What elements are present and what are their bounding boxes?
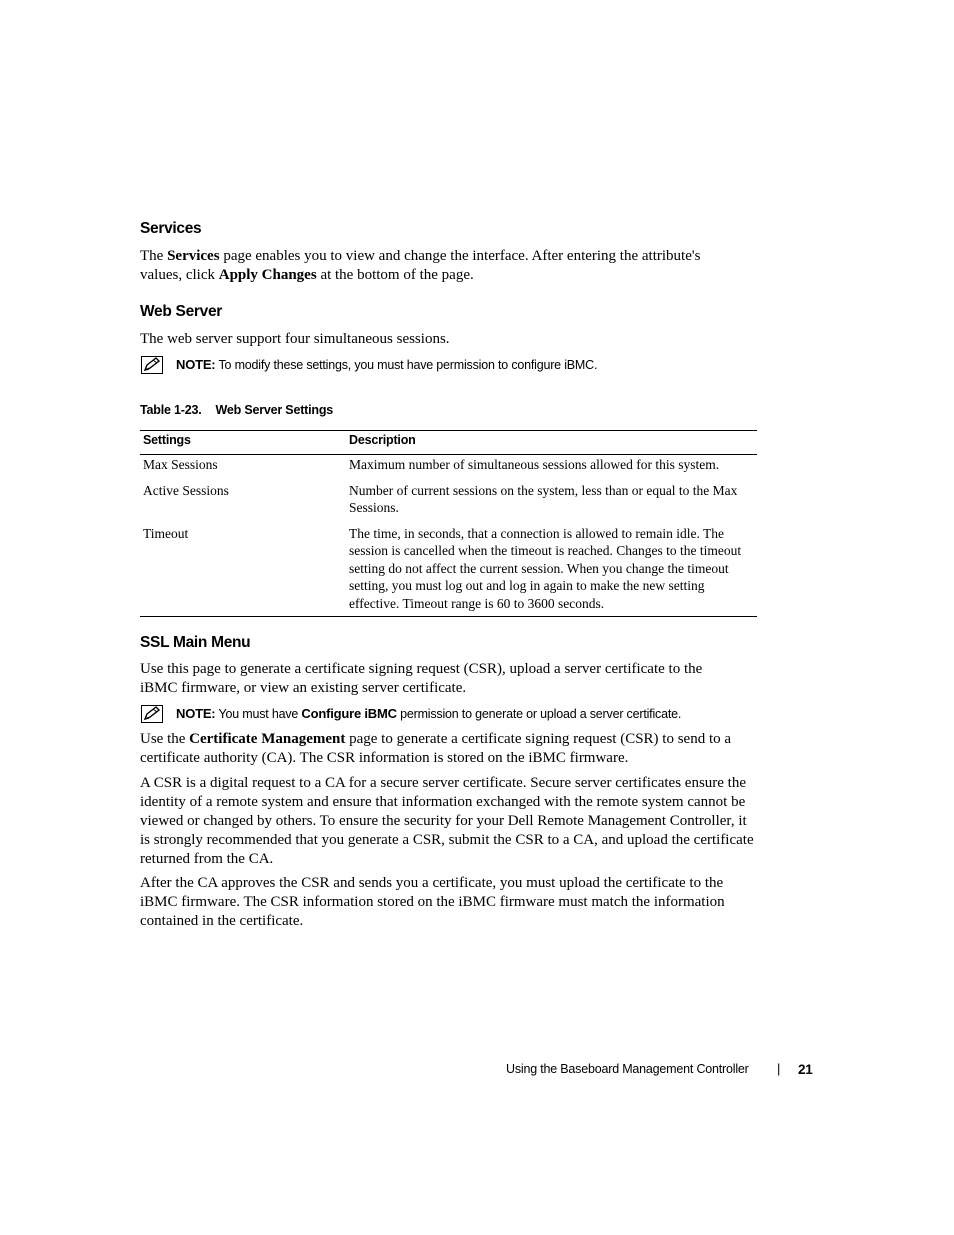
text-run: at the bottom of the page.	[316, 267, 474, 283]
text-run: page enables you to view and change the interface. After entering the attribute's values, click	[140, 248, 701, 283]
certificate-management-paragraph	[140, 730, 760, 768]
setting-name: Timeout	[140, 525, 346, 617]
footer-chapter-title: Using the Baseboard Management Controller	[506, 1062, 749, 1076]
setting-description: Maximum number of simultaneous sessions allowed for this system.	[349, 457, 720, 472]
note-label: NOTE:	[176, 357, 216, 372]
configure-ibmc-term: Configure iBMC	[301, 706, 397, 721]
table-header-row	[140, 431, 757, 455]
table-number: Table 1-23.	[140, 403, 202, 417]
services-paragraph	[140, 247, 740, 285]
footer-separator: |	[777, 1061, 781, 1076]
table-row	[140, 455, 757, 482]
web-server-note	[141, 356, 761, 374]
note-text	[176, 705, 681, 723]
ca-approval-paragraph: After the CA approves the CSR and sends you a certificate, you must upload the certificate to the iBMC firmware. The CSR information stored on the iBMC firmware must match the information contained in the certificate.	[140, 875, 725, 929]
text-run: To modify these settings, you must have permission to configure iBMC.	[215, 358, 598, 372]
ssl-intro-paragraph: Use this page to generate a certificate signing request (CSR), upload a server certificate to the iBMC firmware, or view an existing server certificate.	[140, 661, 703, 696]
services-heading: Services	[140, 220, 202, 237]
ssl-main-menu-heading: SSL Main Menu	[140, 634, 251, 651]
table-row	[140, 482, 757, 525]
table-title: Web Server Settings	[215, 403, 334, 417]
setting-description: The time, in seconds, that a connection is allowed to remain idle. The session is cancelled when the timeout is reached. Changes to the timeout setting do not affect the current session. When you change the timeout setting, you must log out and log in again to make the new setting effective. Timeout range is 60 to 3600 seconds.	[346, 525, 757, 617]
text-run: Use the	[140, 731, 190, 747]
note-label: NOTE:	[176, 706, 216, 721]
column-header: Description	[346, 431, 757, 455]
certificate-management-term: Certificate Management	[189, 731, 346, 747]
column-header: Settings	[140, 431, 346, 455]
ssl-note	[141, 705, 761, 723]
web-server-settings-table	[140, 430, 757, 617]
page-number: 21	[798, 1062, 813, 1077]
web-server-intro: The web server support four simultaneous sessions.	[140, 331, 450, 347]
table-row	[140, 525, 757, 617]
note-pencil-icon	[141, 705, 163, 723]
csr-paragraph: A CSR is a digital request to a CA for a secure server certificate. Secure server certificates ensure the identity of a remote system and ensure that information exchanged with the remote system cannot be viewed or changed by others. To ensure the security for your Dell Remote Management Controller, it is strongly recommended that you generate a CSR, submit the CSR to a CA, and upload the certificate returned from the CA.	[140, 775, 754, 867]
text-run: page to generate a certificate signing request (CSR) to send to a certificate authority (CA). The CSR information is stored on the iBMC firmware.	[140, 731, 732, 766]
setting-name: Active Sessions	[143, 482, 229, 498]
table-caption	[140, 403, 333, 417]
setting-name: Max Sessions	[143, 457, 218, 472]
setting-description: Number of current sessions on the system, less than or equal to the Max Sessions.	[349, 482, 738, 515]
text-run: permission to generate or upload a server certificate.	[396, 707, 682, 721]
text-run: You must have	[215, 707, 302, 721]
services-term: Services	[167, 248, 220, 264]
web-server-heading: Web Server	[140, 303, 223, 320]
note-pencil-icon	[141, 356, 163, 374]
text-run: The	[140, 248, 168, 264]
apply-changes-term: Apply Changes	[218, 267, 317, 283]
note-text	[176, 356, 597, 374]
